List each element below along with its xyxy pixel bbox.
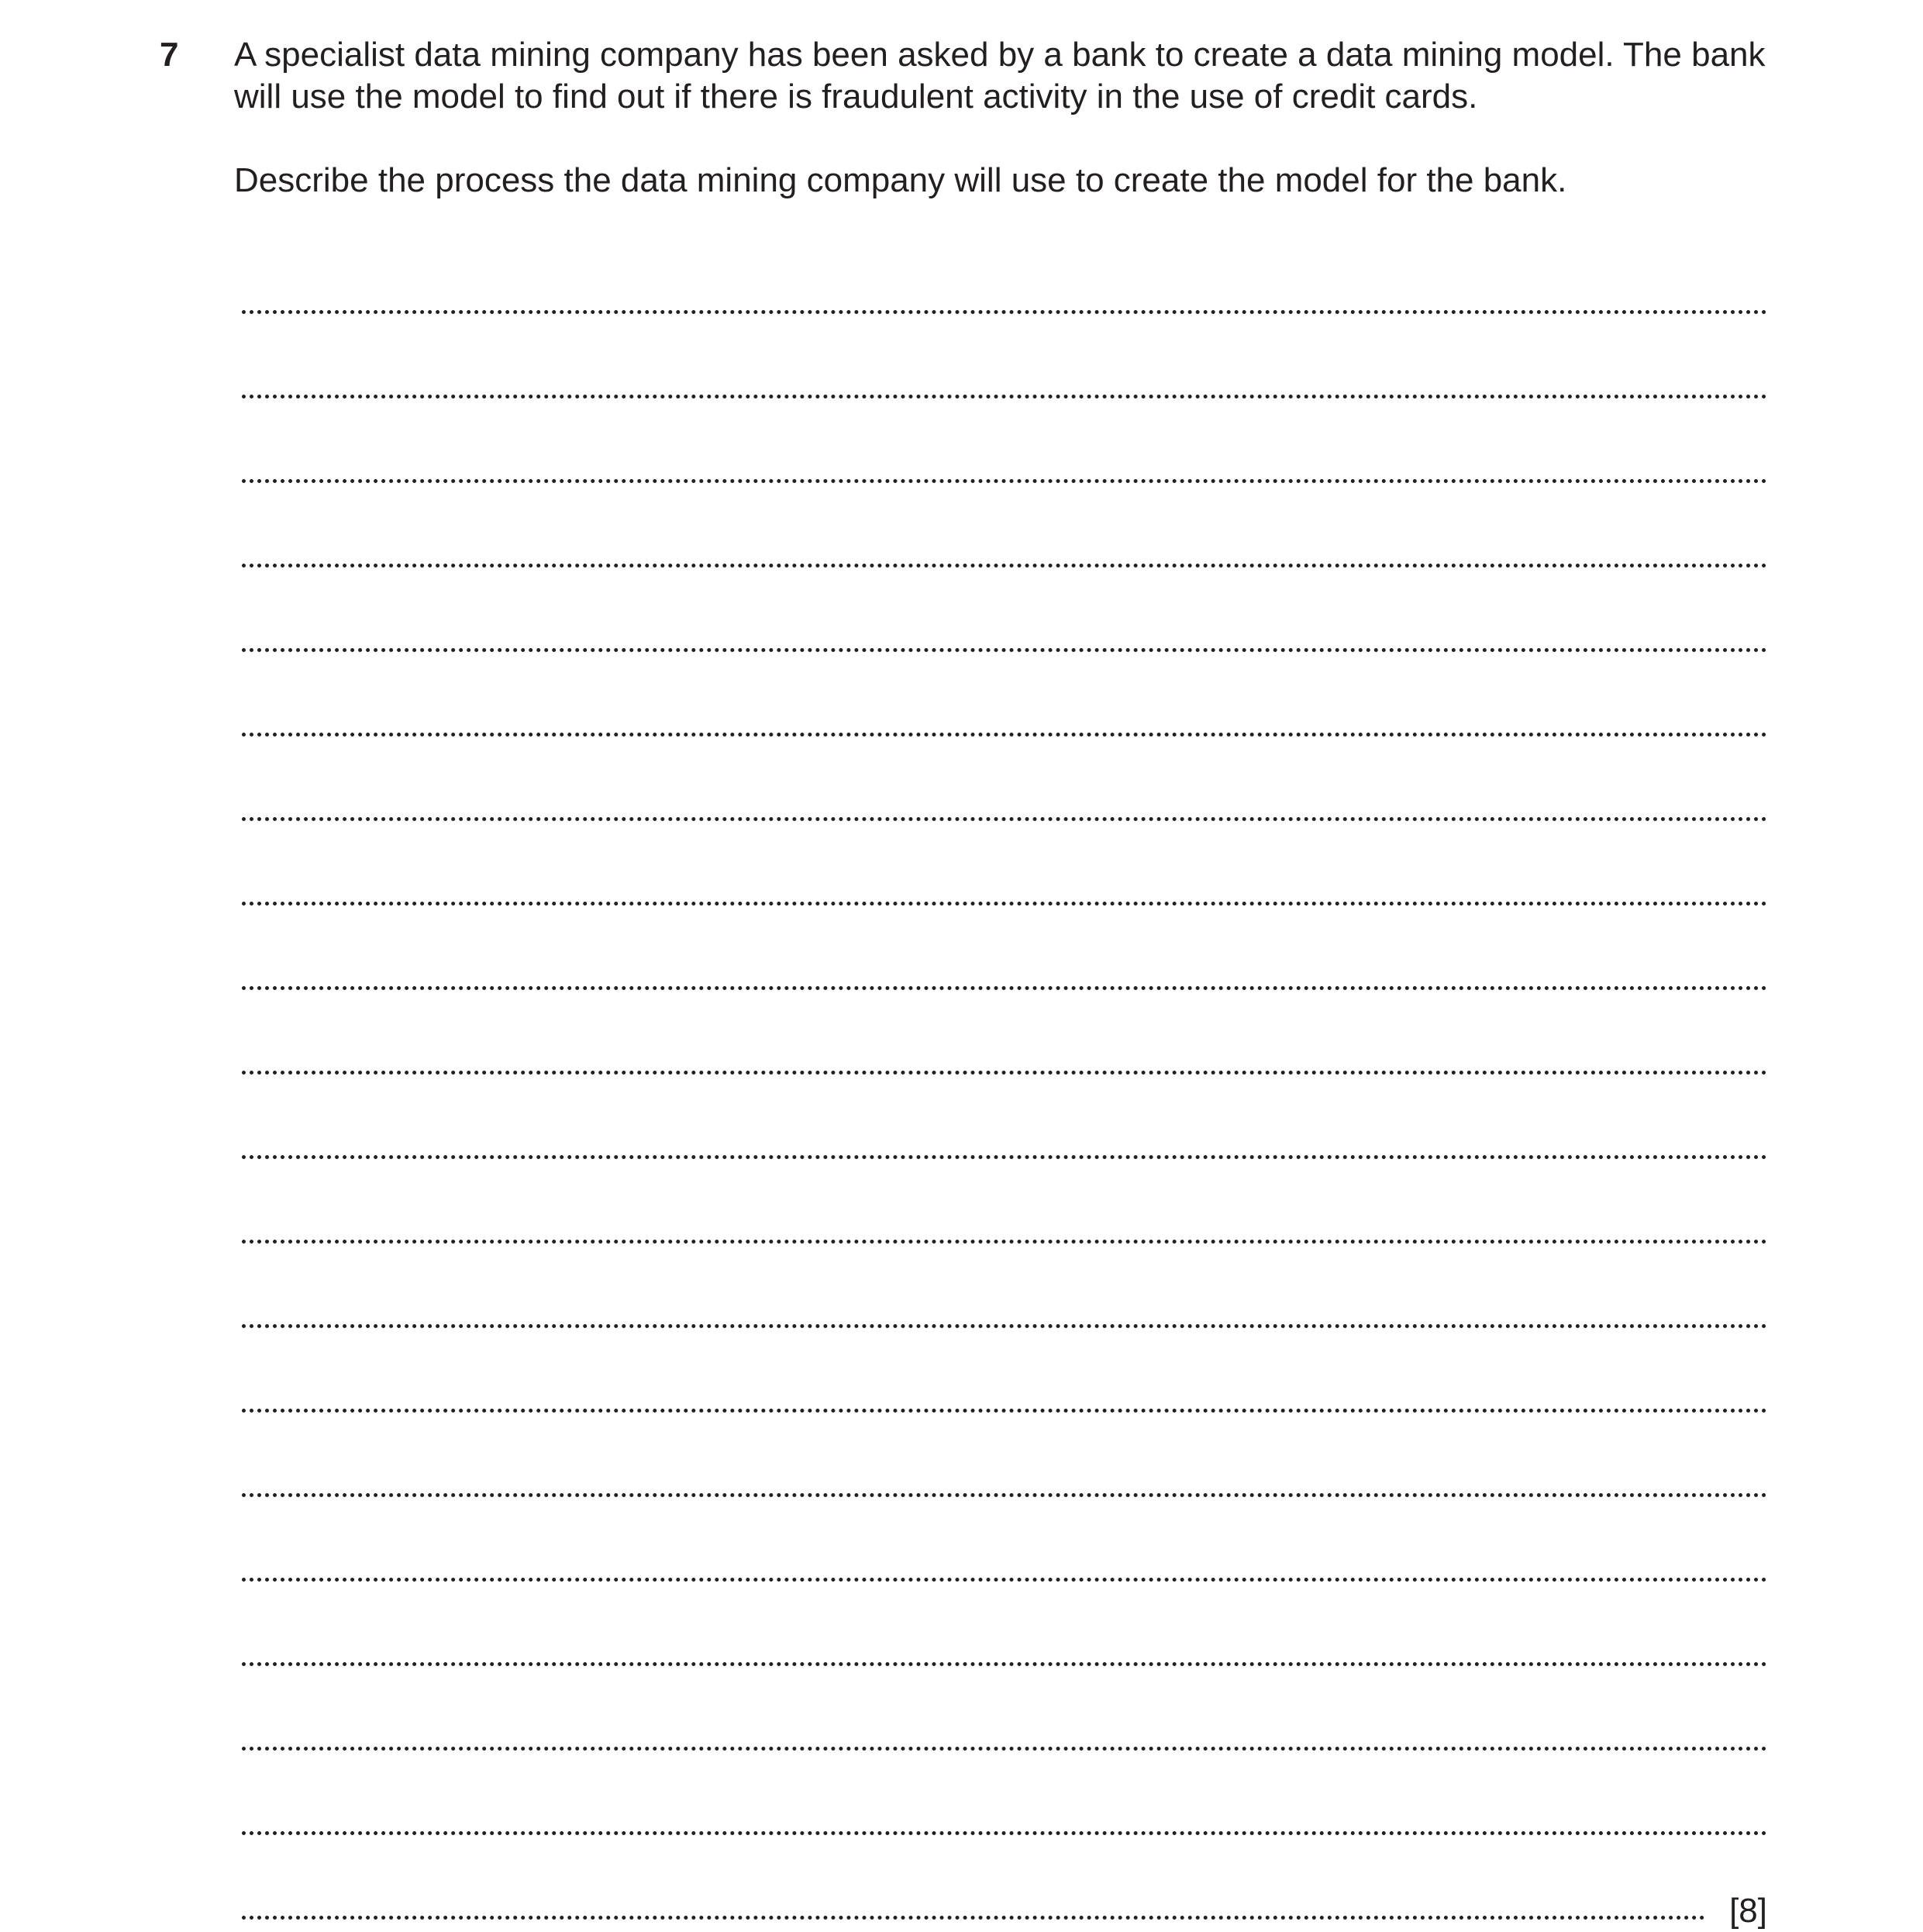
answer-line[interactable]	[242, 1666, 1767, 1751]
answer-line[interactable]	[242, 1582, 1767, 1666]
question-text: A specialist data mining company has been asked by a bank to create a data mining model. The bank will use the model to find out if there is fraudulent activity in the use of credit cards.	[234, 36, 1766, 116]
answer-line[interactable]	[242, 990, 1767, 1075]
answer-line[interactable]	[242, 1159, 1767, 1244]
answer-line[interactable]	[242, 398, 1767, 483]
answer-line[interactable]	[242, 568, 1767, 652]
answer-line[interactable]	[242, 1244, 1767, 1328]
answer-line[interactable]	[242, 483, 1767, 568]
answer-line[interactable]	[242, 1497, 1767, 1582]
answer-lines	[242, 229, 1767, 1930]
answer-line[interactable]	[242, 314, 1767, 398]
answer-line[interactable]	[242, 737, 1767, 821]
marks-label: [8]	[1729, 1892, 1767, 1930]
answer-line[interactable]	[242, 1751, 1767, 1835]
answer-line[interactable]	[242, 1835, 1767, 1930]
answer-line[interactable]	[242, 906, 1767, 990]
answer-line-dots	[242, 1916, 1705, 1920]
question-number: 7	[160, 36, 179, 74]
answer-line[interactable]	[242, 1413, 1767, 1497]
answer-line[interactable]	[242, 652, 1767, 737]
question-instruction: Describe the process the data mining company will use to create the model for the bank.	[234, 161, 1567, 199]
answer-line[interactable]	[242, 821, 1767, 906]
answer-line[interactable]	[242, 229, 1767, 314]
answer-line[interactable]	[242, 1075, 1767, 1159]
answer-line[interactable]	[242, 1328, 1767, 1413]
